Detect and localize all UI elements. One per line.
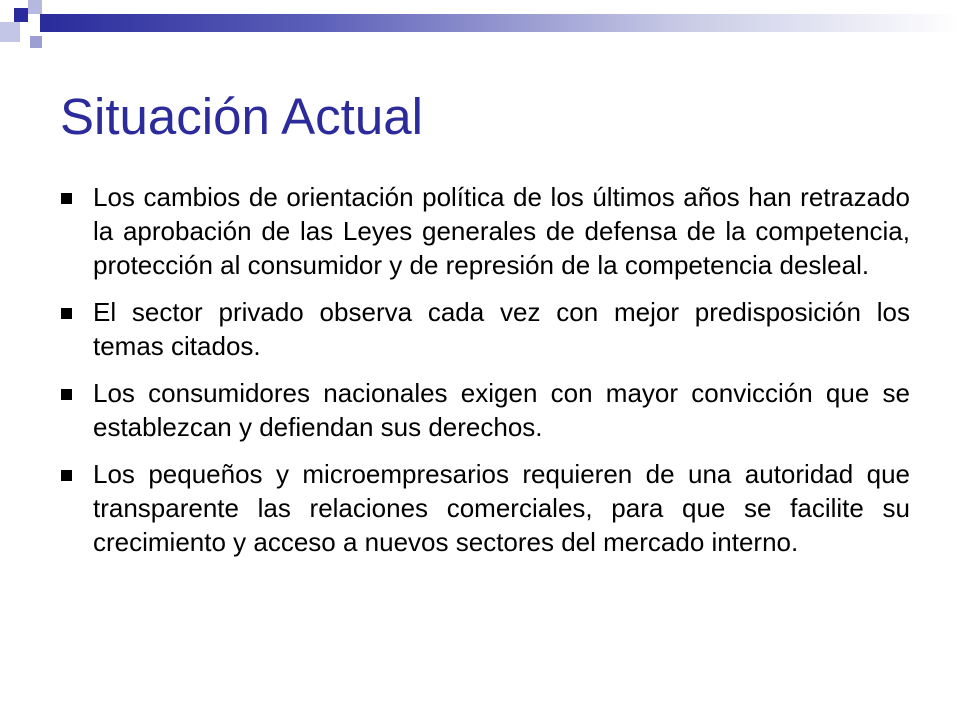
bullet-item (60, 295, 910, 363)
square-bullet-icon (61, 389, 72, 400)
bullet-text: Los consumidores nacionales exigen con mayor convicción que se establezcan y defiendan sus derechos. (93, 378, 910, 442)
square-bullet-icon (61, 193, 72, 204)
header-square-light (0, 22, 20, 42)
slide-title: Situación Actual (60, 88, 423, 145)
bullet-item (60, 180, 910, 282)
bullet-list (60, 180, 910, 572)
header-square-dark (14, 8, 28, 22)
bullet-item (60, 376, 910, 444)
bullet-text: Los pequeños y microempresarios requieren de una autoridad que transparente las relaciones comerciales, para que se facilite su crecimiento y acceso a nuevos sectores del mercado interno. (93, 459, 910, 557)
square-bullet-icon (61, 470, 72, 481)
header-gradient-bar (40, 14, 960, 32)
bullet-text: Los cambios de orientación política de los últimos años han retrazado la aprobación de las Leyes generales de defensa de la competencia, protección al consumidor y de represión de la competencia desleal. (93, 182, 910, 280)
header-square-mid (28, 0, 42, 14)
square-bullet-icon (61, 308, 72, 319)
bullet-item (60, 457, 910, 559)
bullet-text: El sector privado observa cada vez con mejor predisposición los temas citados. (93, 297, 910, 361)
header-square-small (30, 36, 42, 48)
